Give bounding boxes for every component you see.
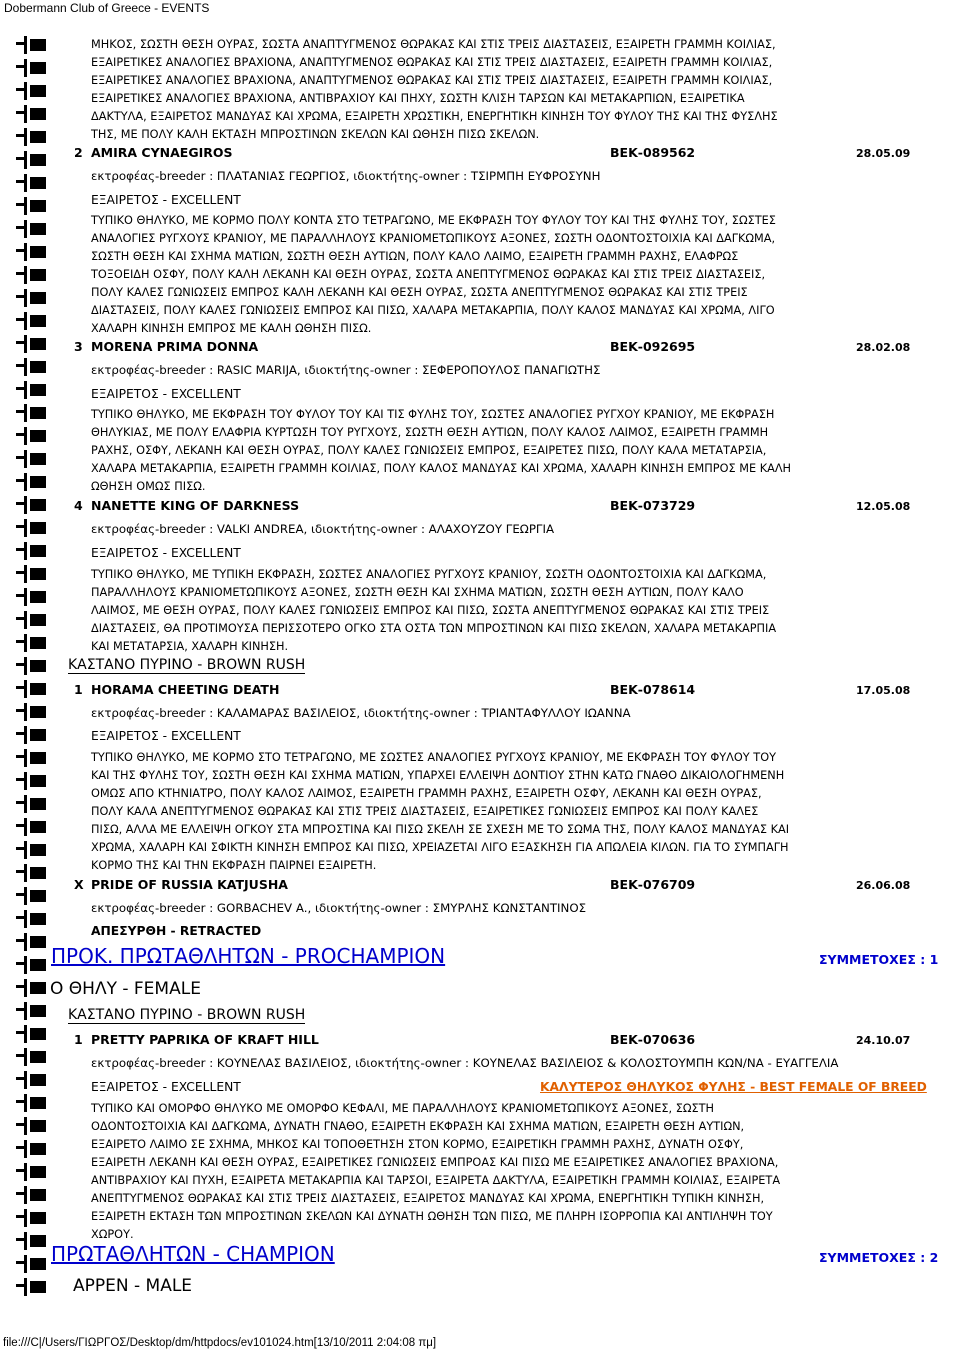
desc-line: ΛΑΙΜΟΣ, ΜΕ ΘΕΣΗ ΟΥΡΑΣ, ΠΟΛΥ ΚΑΛΕΣ ΓΩΝΙΩΣΕΙΣ ΕΜΠΡΟΣ ΚΑΙ ΠΙΣΩ, ΣΩΣΤΑ ΑΝΕΠΤΥΓΜΕΝΟΣ ΘΩΡΑΚΑΣ ΚΑΙ ΣΤΙΣ ΤΡΕΙΣ bbox=[91, 604, 770, 617]
entries-count: ΣΥΜΜΕΤΟΧΕΣ : 2 bbox=[819, 1250, 939, 1265]
page-footer-path: file:///C|/Users/ΓΙΩΡΓΟΣ/Desktop/dm/httpdocs/ev101024.htm[13/10/2011 2:04:08 πμ] bbox=[3, 1337, 437, 1349]
sex-heading-female: Ο ΘΗΛΥ - FEMALE bbox=[50, 979, 201, 999]
dog-name: HORAMA CHEETING DEATH bbox=[91, 682, 280, 697]
color-category-heading: ΚΑΣΤΑΝΟ ΠΥΡΙΝΟ - BROWN RUSH bbox=[68, 1007, 306, 1023]
birth-date: 28.05.09 bbox=[856, 147, 911, 160]
grade: ΕΞΑΙΡΕΤΟΣ - EXCELLENT bbox=[91, 1080, 241, 1094]
desc-line: ΡΑΧΗΣ, ΟΣΦΥ, ΛΕΚΑΝΗ ΚΑΙ ΘΕΣΗ ΟΥΡΑΣ, ΠΟΛΥ ΚΑΛΕΣ ΓΩΝΙΩΣΕΙΣ ΕΜΠΡΟΣ, ΕΞΑΙΡΕΤΕΣ ΠΙΣΩ, ΠΟΛΥ ΚΑΛΑ ΜΕΤΑΤΑΡΣΙΑ, bbox=[91, 444, 767, 457]
registration-number: ΒΕΚ-076709 bbox=[610, 877, 696, 892]
desc-line: ΧΡΩΜΑ, ΧΑΛΑΡΗ ΚΑΙ ΣΦΙΚΤΗ ΚΙΝΗΣΗ ΕΜΠΡΟΣ ΚΑΙ ΠΙΣΩ, ΧΡΕΙΑΖΕΤΑΙ ΛΙΓΟ ΕΞΑΣΚΗΣΗ ΓΙΑ ΑΠΩΛΕΙΑ ΚΙΛΩΝ. ΓΙΑ ΤΟ ΣΥΜΠΑΓΗ bbox=[91, 841, 789, 854]
desc-line: ΟΔΟΝΤΟΣΤΟΙΧΙΑ ΚΑΙ ΔΑΓΚΩΜΑ, ΔΥΝΑΤΗ ΓΝΑΘΟ, ΕΞΑΙΡΕΤΗ ΕΚΦΡΑΣΗ ΚΑΙ ΣΧΗΜΑ ΜΑΤΙΩΝ, ΕΞΑΙΡΕΤΗ ΘΕΣΗ ΑΥΤΙΩΝ, bbox=[91, 1120, 745, 1133]
sex-heading-male: ΑΡΡΕΝ - MALE bbox=[73, 1276, 193, 1296]
desc-line: ΕΞΑΙΡΕΤΙΚΕΣ ΑΝΑΛΟΓΙΕΣ ΒΡΑΧΙΟΝΑ, ΑΝΤΙΒΡΑΧΙΟΥ ΚΑΙ ΠΗΧΥ, ΣΩΣΤΗ ΚΛΙΣΗ ΤΑΡΣΩΝ ΚΑΙ ΜΕΤΑΚΑΡΠΙΩΝ, ΕΞΑΙΡΕΤΙΚΑ bbox=[91, 92, 745, 105]
birth-date: 17.05.08 bbox=[856, 684, 911, 697]
registration-number: ΒΕΚ-070636 bbox=[610, 1032, 696, 1047]
desc-line: ΧΑΛΑΡΗ ΚΙΝΗΣΗ ΕΜΠΡΟΣ ΜΕ ΚΑΛΗ ΩΘΗΣΗ ΠΙΣΩ. bbox=[91, 322, 372, 335]
grade: ΕΞΑΙΡΕΤΟΣ - EXCELLENT bbox=[91, 387, 241, 401]
desc-line: ΩΘΗΣΗ ΟΜΩΣ ΠΙΣΩ. bbox=[91, 480, 206, 493]
entry-number: 3 bbox=[74, 339, 83, 354]
birth-date: 28.02.08 bbox=[856, 341, 911, 354]
desc-line: ΑΝΑΛΟΓΙΕΣ ΡΥΓΧΟΥΣ ΚΡΑΝΙΟΥ, ΜΕ ΠΑΡΑΛΛΗΛΟΥΣ ΚΡΑΝΙΟΜΕΤΩΠΙΚΟΥΣ ΑΞΟΝΕΣ, ΣΩΣΤΗ ΟΔΟΝΤΟΣΤΟΙΧΙΑ ΚΑΙ ΔΑΓΚΩΜΑ, bbox=[91, 232, 776, 245]
desc-line: ΧΩΡΟΥ. bbox=[91, 1228, 134, 1241]
entry-number: 1 bbox=[74, 1032, 83, 1047]
breeder-owner: εκτροφέας-breeder : VALKI ANDREA, ιδιοκτήτης-owner : ΑΛΑΧΟΥΖΟΥ ΓΕΩΡΓΙΑ bbox=[91, 522, 555, 536]
breeder-owner: εκτροφέας-breeder : ΠΛΑΤΑΝΙΑΣ ΓΕΩΡΓΙΟΣ, ιδιοκτήτης-owner : ΤΣΙΡΜΠΗ ΕΥΦΡΟΣΥΝΗ bbox=[91, 169, 601, 183]
desc-line: ΔΙΑΣΤΑΣΕΙΣ, ΠΟΛΥ ΚΑΛΕΣ ΓΩΝΙΩΣΕΙΣ ΕΜΠΡΟΣ ΚΑΙ ΠΙΣΩ, ΧΑΛΑΡΑ ΜΕΤΑΚΑΡΠΙΑ, ΠΟΛΥ ΚΑΛΟΣ ΜΑΝΔΥΑΣ ΚΑΙ ΧΡΩΜΑ, ΛΙΓΟ bbox=[91, 304, 775, 317]
desc-line: ΤΟΞΟΕΙΔΗ ΟΣΦΥ, ΠΟΛΥ ΚΑΛΗ ΛΕΚΑΝΗ ΚΑΙ ΘΕΣΗ ΟΥΡΑΣ, ΣΩΣΤΑ ΑΝΕΠΤΥΓΜΕΝΟΣ ΘΩΡΑΚΑΣ ΚΑΙ ΣΤΙΣ ΤΡΕΙΣ ΔΙΑΣΤΑΣΕΙΣ, bbox=[91, 268, 766, 281]
grade-retracted: ΑΠΕΣΥΡΘΗ - RETRACTED bbox=[91, 924, 262, 938]
dog-name: NANETTE KING OF DARKNESS bbox=[91, 498, 300, 513]
desc-line: ΔΑΚΤΥΛΑ, ΕΞΑΙΡΕΤΟΣ ΜΑΝΔΥΑΣ ΚΑΙ ΧΡΩΜΑ, ΕΞΑΙΡΕΤΗ ΧΡΩΣΤΙΚΗ, ΕΝΕΡΓΗΤΙΚΗ ΚΙΝΗΣΗ ΤΟΥ ΦΥΛΟΥ ΤΗΣ ΚΑΙ ΤΗΣ ΦΥΣΛΗΣ bbox=[91, 110, 778, 123]
desc-line: ΤΥΠΙΚΟ ΘΗΛΥΚΟ, ΜΕ ΤΥΠΙΚΗ ΕΚΦΡΑΣΗ, ΣΩΣΤΕΣ ΑΝΑΛΟΓΙΕΣ ΡΥΓΧΟΥΣ ΚΡΑΝΙΟΥ, ΣΩΣΤΗ ΟΔΟΝΤΟΣΤΟΙΧΙΑ ΚΑΙ ΔΑΓΚΩΜΑ, bbox=[91, 568, 767, 581]
desc-line: ΕΞΑΙΡΕΤΗ ΕΚΤΑΣΗ ΤΩΝ ΜΠΡΟΣΤΙΝΩΝ ΣΚΕΛΩΝ ΚΑΙ ΔΥΝΑΤΗ ΩΘΗΣΗ ΤΩΝ ΠΙΣΩ, ΜΕ ΠΛΗΡΗ ΙΣΟΡΡΟΠΙΑ ΚΑΙ ΑΝΤΙΛΗΨΗ ΤΟΥ bbox=[91, 1210, 773, 1223]
breeder-owner: εκτροφέας-breeder : ΚΑΛΑΜΑΡΑΣ ΒΑΣΙΛΕΙΟΣ, ιδιοκτήτης-owner : ΤΡΙΑΝΤΑΦΥΛΛΟΥ ΙΩΑΝΝΑ bbox=[91, 706, 631, 720]
page-header-title: Dobermann Club of Greece - EVENTS bbox=[4, 1, 210, 15]
desc-line: ΤΗΣ, ΜΕ ΠΟΛΥ ΚΑΛΗ ΕΚΤΑΣΗ ΜΠΡΟΣΤΙΝΩΝ ΣΚΕΛΩΝ ΚΑΙ ΩΘΗΣΗ ΠΙΣΩ ΣΚΕΛΩΝ. bbox=[91, 128, 540, 141]
entry-number: X bbox=[74, 877, 84, 892]
desc-line: ΚΑΙ ΜΕΤΑΤΑΡΣΙΑ, ΧΑΛΑΡΗ ΚΙΝΗΣΗ. bbox=[91, 640, 289, 653]
registration-number: ΒΕΚ-073729 bbox=[610, 498, 696, 513]
desc-line: ΠΙΣΩ, ΑΛΛΑ ΜΕ ΕΛΛΕΙΨΗ ΟΓΚΟΥ ΣΤΑ ΜΠΡΟΣΤΙΝΑ ΚΑΙ ΠΙΣΩ ΣΚΕΛΗ ΣΕ ΣΧΕΣΗ ΜΕ ΤΟ ΣΩΜΑ ΤΗΣ, ΠΟΛΥ ΚΑΛΟΣ ΜΑΝΔΥΑΣ ΚΑΙ bbox=[91, 823, 790, 836]
desc-line: ΕΞΑΙΡΕΤΟ ΛΑΙΜΟ ΣΕ ΣΧΗΜΑ, ΜΗΚΟΣ ΚΑΙ ΤΟΠΟΘΕΤΗΣΗ ΣΤΟΝ ΚΟΡΜΟ, ΕΞΑΙΡΕΤΙΚΗ ΓΡΑΜΜΗ ΡΑΧΗΣ, ΔΥΝΑΤΗ ΟΣΦΥ, bbox=[91, 1138, 744, 1151]
entry-number: 4 bbox=[74, 498, 83, 513]
desc-line: ΕΞΑΙΡΕΤΙΚΕΣ ΑΝΑΛΟΓΙΕΣ ΒΡΑΧΙΟΝΑ, ΑΝΑΠΤΥΓΜΕΝΟΣ ΘΩΡΑΚΑΣ ΚΑΙ ΣΤΙΣ ΤΡΕΙΣ ΔΙΑΣΤΑΣΕΙΣ, ΕΞΑΙΡΕΤΗ ΓΡΑΜΜΗ ΚΟΙΛΙΑΣ, bbox=[91, 56, 773, 69]
birth-date: 24.10.07 bbox=[856, 1034, 911, 1047]
grade: ΕΞΑΙΡΕΤΟΣ - EXCELLENT bbox=[91, 729, 241, 743]
entry-number: 2 bbox=[74, 145, 83, 160]
registration-number: ΒΕΚ-089562 bbox=[610, 145, 696, 160]
desc-line: ΜΗΚΟΣ, ΣΩΣΤΗ ΘΕΣΗ ΟΥΡΑΣ, ΣΩΣΤΑ ΑΝΑΠΤΥΓΜΕΝΟΣ ΘΩΡΑΚΑΣ ΚΑΙ ΣΤΙΣ ΤΡΕΙΣ ΔΙΑΣΤΑΣΕΙΣ, ΕΞΑΙΡΕΤΗ ΓΡΑΜΜΗ ΚΟΙΛΙΑΣ, bbox=[91, 38, 776, 51]
desc-line: ΕΞΑΙΡΕΤΙΚΕΣ ΑΝΑΛΟΓΙΕΣ ΒΡΑΧΙΟΝΑ, ΑΝΑΠΤΥΓΜΕΝΟΣ ΘΩΡΑΚΑΣ ΚΑΙ ΣΤΙΣ ΤΡΕΙΣ ΔΙΑΣΤΑΣΕΙΣ, ΕΞΑΙΡΕΤΗ ΓΡΑΜΜΗ ΚΟΙΛΙΑΣ, bbox=[91, 74, 773, 87]
birth-date: 12.05.08 bbox=[856, 500, 911, 513]
breeder-owner: εκτροφέας-breeder : GORBACHEV A., ιδιοκτήτης-owner : ΣΜΥΡΛΗΣ ΚΩΝΣΤΑΝΤΙΝΟΣ bbox=[91, 901, 587, 915]
desc-line: ΠΑΡΑΛΛΗΛΟΥΣ ΚΡΑΝΙΟΜΕΤΩΠΙΚΟΥΣ ΑΞΟΝΕΣ, ΣΩΣΤΗ ΘΕΣΗ ΚΑΙ ΣΧΗΜΑ ΜΑΤΙΩΝ, ΣΩΣΤΗ ΘΕΣΗ ΑΥΤΙΩΝ, ΠΟΛΥ ΚΑΛΟ bbox=[91, 586, 744, 599]
entry-number: 1 bbox=[74, 682, 83, 697]
dog-name: PRETTY PAPRIKA OF KRAFT HILL bbox=[91, 1032, 319, 1047]
registration-number: ΒΕΚ-092695 bbox=[610, 339, 696, 354]
desc-line: ΑΝΤΙΒΡΑΧΙΟΥ ΚΑΙ ΠΥΧΗ, ΕΞΑΙΡΕΤΑ ΜΕΤΑΚΑΡΠΙΑ ΚΑΙ ΤΑΡΣΟΙ, ΕΞΑΙΡΕΤΑ ΔΑΚΤΥΛΑ, ΕΞΑΙΡΕΤΙΚΗ ΓΡΑΜΜΗ ΚΟΙΛΙΑΣ, ΕΞΑΙΡΕΤΑ bbox=[91, 1174, 781, 1187]
dog-name: AMIRA CYNAEGIROS bbox=[91, 145, 233, 160]
desc-line: ΤΥΠΙΚΟ ΘΗΛΥΚΟ, ΜΕ ΚΟΡΜΟ ΣΤΟ ΤΕΤΡΑΓΩΝΟ, ΜΕ ΣΩΣΤΕΣ ΑΝΑΛΟΓΙΕΣ ΡΥΓΧΟΥΣ ΚΡΑΝΙΟΥ, ΜΕ ΕΚΦΡΑΣΗ ΤΟΥ ΦΥΛΟΥ ΤΟΥ bbox=[91, 751, 776, 764]
dog-name: MORENA PRIMA DONNA bbox=[91, 339, 259, 354]
breeder-owner: εκτροφέας-breeder : ΚΟΥΝΕΛΑΣ ΒΑΣΙΛΕΙΟΣ, ιδιοκτήτης-owner : ΚΟΥΝΕΛΑΣ ΒΑΣΙΛΕΙΟΣ & ΚΟΛΟΣΤΟΥΜΠΗ ΚΩΝ/ΝΑ - ΕΥΑΓΓΕΛΙΑ bbox=[91, 1056, 839, 1070]
class-heading-champion: ΠΡΩΤΑΘΛΗΤΩΝ - CHAMPION bbox=[51, 1242, 335, 1266]
entries-count: ΣΥΜΜΕΤΟΧΕΣ : 1 bbox=[819, 952, 939, 967]
desc-line: ΠΟΛΥ ΚΑΛΑ ΑΝΕΠΤΥΓΜΕΝΟΣ ΘΩΡΑΚΑΣ ΚΑΙ ΣΤΙΣ ΤΡΕΙΣ ΔΙΑΣΤΑΣΕΙΣ, ΕΞΑΙΡΕΤΙΚΕΣ ΓΩΝΙΩΣΕΙΣ ΕΜΠΡΟΣ ΚΑΙ ΠΟΛΥ ΚΑΛΕΣ bbox=[91, 805, 759, 818]
desc-line: ΚΟΡΜΟ ΤΗΣ ΚΑΙ ΤΗΝ ΕΚΦΡΑΣΗ ΠΑΙΡΝΕΙ ΕΞΑΙΡΕΤΗ. bbox=[91, 859, 377, 872]
desc-line: ΑΝΕΠΤΥΓΜΕΝΟΣ ΘΩΡΑΚΑΣ ΚΑΙ ΣΤΙΣ ΤΡΕΙΣ ΔΙΑΣΤΑΣΕΙΣ, ΕΞΑΙΡΕΤΟΣ ΜΑΝΔΥΑΣ ΚΑΙ ΧΡΩΜΑ, ΕΝΕΡΓΗΤΙΚΗ ΤΥΠΙΚΗ ΚΙΝΗΣΗ, bbox=[91, 1192, 765, 1205]
grade: ΕΞΑΙΡΕΤΟΣ - EXCELLENT bbox=[91, 546, 241, 560]
desc-line: ΘΗΛΥΚΙΑΣ, ΜΕ ΠΟΛΥ ΕΛΑΦΡΙΑ ΚΥΡΤΩΣΗ ΤΟΥ ΡΥΓΧΟΥΣ, ΣΩΣΤΗ ΘΕΣΗ ΑΥΤΙΩΝ, ΠΟΛΥ ΚΑΛΟΣ ΛΑΙΜΟΣ, ΕΞΑΙΡΕΤΗ ΓΡΑΜΜΗ bbox=[91, 426, 769, 439]
desc-line: ΟΜΩΣ ΑΠΟ ΚΤΗΝΙΑΤΡΟ, ΠΟΛΥ ΚΑΛΟΣ ΛΑΙΜΟΣ, ΕΞΑΙΡΕΤΗ ΓΡΑΜΜΗ ΡΑΧΗΣ, ΕΞΑΙΡΕΤΗ ΟΣΦΥ, ΛΕΚΑΝΗ ΚΑΙ ΘΕΣΗ ΟΥΡΑΣ, bbox=[91, 787, 762, 800]
desc-line: ΣΩΣΤΗ ΘΕΣΗ ΚΑΙ ΣΧΗΜΑ ΜΑΤΙΩΝ, ΣΩΣΤΗ ΘΕΣΗ ΑΥΤΙΩΝ, ΠΟΛΥ ΚΑΛΟ ΛΑΙΜΟ, ΕΞΑΙΡΕΤΗ ΓΡΑΜΜΗ ΡΑΧΗΣ, ΕΛΑΦΡΩΣ bbox=[91, 250, 739, 263]
desc-line: ΤΥΠΙΚΟ ΘΗΛΥΚΟ, ΜΕ ΚΟΡΜΟ ΠΟΛΥ ΚΟΝΤΑ ΣΤΟ ΤΕΤΡΑΓΩΝΟ, ΜΕ ΕΚΦΡΑΣΗ ΤΟΥ ΦΥΛΟΥ ΤΟΥ ΚΑΙ ΤΗΣ ΦΥΛΗΣ ΤΟΥ, ΣΩΣΤΕΣ bbox=[91, 214, 776, 227]
registration-number: ΒΕΚ-078614 bbox=[610, 682, 696, 697]
dog-name: PRIDE OF RUSSIA KATJUSHA bbox=[91, 877, 288, 892]
desc-line: ΚΑΙ ΤΗΣ ΦΥΛΗΣ ΤΟΥ, ΣΩΣΤΗ ΘΕΣΗ ΚΑΙ ΣΧΗΜΑ ΜΑΤΙΩΝ, ΥΠΑΡΧΕΙ ΕΛΛΕΙΨΗ ΔΟΝΤΙΟΥ ΣΤΗΝ ΚΑΤΩ ΓΝΑΘΟ ΔΙΚΑΙΟΛΟΓΗΜΕΝΗ bbox=[91, 769, 785, 782]
desc-line: ΤΥΠΙΚΟ ΘΗΛΥΚΟ, ΜΕ ΕΚΦΡΑΣΗ ΤΟΥ ΦΥΛΟΥ ΤΟΥ ΚΑΙ ΤΙΣ ΦΥΛΗΣ ΤΟΥ, ΣΩΣΤΕΣ ΑΝΑΛΟΓΙΕΣ ΡΥΓΧΟΥ ΚΡΑΝΙΟΥ, ΜΕ ΕΚΦΡΑΣΗ bbox=[91, 408, 775, 421]
birth-date: 26.06.08 bbox=[856, 879, 911, 892]
desc-line: ΤΥΠΙΚΟ ΚΑΙ ΟΜΟΡΦΟ ΘΗΛΥΚΟ ΜΕ ΟΜΟΡΦΟ ΚΕΦΑΛΙ, ΜΕ ΠΑΡΑΛΛΗΛΟΥΣ ΚΡΑΝΙΟΜΕΤΩΠΙΚΟΥΣ ΑΞΟΝΕΣ, ΣΩΣΤΗ bbox=[91, 1102, 715, 1115]
desc-line: ΔΙΑΣΤΑΣΕΙΣ, ΘΑ ΠΡΟΤΙΜΟΥΣΑ ΠΕΡΙΣΣΟΤΕΡΟ ΟΓΚΟ ΣΤΑ ΟΣΤΑ ΤΩΝ ΜΠΡΟΣΤΙΝΩΝ ΚΑΙ ΠΙΣΩ ΣΚΕΛΩΝ, ΧΑΛΑΡΑ ΜΕΤΑΚΑΡΠΙΑ bbox=[91, 622, 777, 635]
class-heading-prochampion: ΠΡΟΚ. ΠΡΩΤΑΘΛΗΤΩΝ - PROCHAMPION bbox=[51, 944, 446, 968]
desc-line: ΧΑΛΑΡΑ ΜΕΤΑΚΑΡΠΙΑ, ΕΞΑΙΡΕΤΗ ΓΡΑΜΜΗ ΚΟΙΛΙΑΣ, ΠΟΛΥ ΚΑΛΟΣ ΜΑΝΔΥΑΣ ΚΑΙ ΧΡΩΜΑ, ΧΑΛΑΡΗ ΚΙΝΗΣΗ ΕΜΠΡΟΣ ΜΕ ΚΑΛΗ bbox=[91, 462, 792, 475]
breeder-owner: εκτροφέας-breeder : RASIC MARIJA, ιδιοκτήτης-owner : ΣΕΦΕΡΟΠΟΥΛΟΣ ΠΑΝΑΓΙΩΤΗΣ bbox=[91, 363, 601, 377]
award-best-female: ΚΑΛΥΤΕΡΟΣ ΘΗΛΥΚΟΣ ΦΥΛΗΣ - BEST FEMALE OF BREED bbox=[540, 1080, 927, 1094]
grade: ΕΞΑΙΡΕΤΟΣ - EXCELLENT bbox=[91, 193, 241, 207]
desc-line: ΠΟΛΥ ΚΑΛΕΣ ΓΩΝΙΩΣΕΙΣ ΕΜΠΡΟΣ ΚΑΛΗ ΛΕΚΑΝΗ ΚΑΙ ΘΕΣΗ ΟΥΡΑΣ, ΣΩΣΤΑ ΑΝΕΠΤΥΓΜΕΝΟΣ ΘΩΡΑΚΑΣ ΚΑΙ ΣΤΙΣ ΤΡΕΙΣ bbox=[91, 286, 748, 299]
color-category-heading: ΚΑΣΤΑΝΟ ΠΥΡΙΝΟ - BROWN RUSH bbox=[68, 657, 306, 673]
desc-line: ΕΞΑΙΡΕΤΗ ΛΕΚΑΝΗ ΚΑΙ ΘΕΣΗ ΟΥΡΑΣ, ΕΞΑΙΡΕΤΙΚΕΣ ΓΩΝΙΩΣΕΙΣ ΕΜΠΡΟΑΣ ΚΑΙ ΠΙΣΩ ΜΕ ΕΞΑΙΡΕΤΙΚΕΣ ΑΝΑΛΟΓΙΕΣ ΒΡΑΧΙΟΝΑ, bbox=[91, 1156, 779, 1169]
